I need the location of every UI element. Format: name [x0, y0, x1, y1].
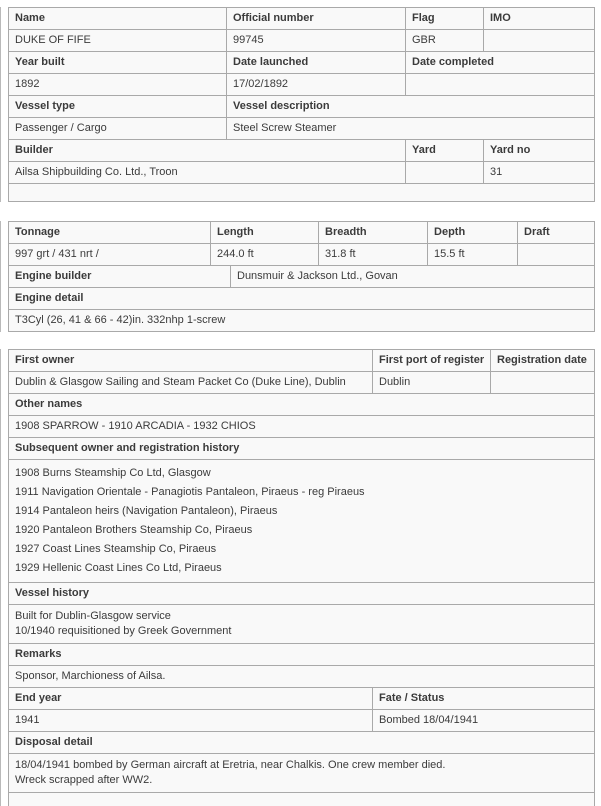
- imo-value: [484, 30, 595, 52]
- yard-label: Yard: [406, 140, 484, 162]
- flag-value: GBR: [406, 30, 484, 52]
- dimensions-block: [8, 221, 594, 332]
- breadth-value: 31.8 ft: [319, 244, 428, 266]
- table-row: [9, 460, 595, 583]
- length-label: Length: [211, 222, 319, 244]
- table-row: [9, 732, 595, 754]
- empty-cell: [9, 793, 595, 806]
- table-row: [9, 162, 595, 184]
- first-owner-value: Dublin & Glasgow Sailing and Steam Packet Co (Duke Line), Dublin: [9, 372, 373, 394]
- table-row: [9, 416, 595, 438]
- table-row: [9, 394, 595, 416]
- date-completed-value: [406, 74, 595, 96]
- vessel-description-value: Steel Screw Steamer: [227, 118, 595, 140]
- first-owner-label: First owner: [9, 350, 373, 372]
- table-row: [9, 52, 595, 74]
- vessel-history-label: Vessel history: [9, 583, 595, 605]
- table-row: [9, 266, 595, 288]
- remarks-value: Sponsor, Marchioness of Ailsa.: [9, 666, 595, 688]
- ownership-history-table: [8, 349, 595, 806]
- table-row: [9, 583, 595, 605]
- engine-detail-value: T3Cyl (26, 41 & 66 - 42)in. 332nhp 1-screw: [9, 310, 595, 332]
- fate-status-label: Fate / Status: [373, 688, 595, 710]
- history-line: 1908 Burns Steamship Co Ltd, Glasgow: [15, 467, 211, 479]
- disposal-line: 18/04/1941 bombed by German aircraft at Eretria, near Chalkis. One crew member died.: [15, 759, 446, 771]
- identity-block: [8, 7, 594, 202]
- date-launched-value: 17/02/1892: [227, 74, 406, 96]
- ownership-history-block: [8, 349, 594, 806]
- depth-label: Depth: [428, 222, 518, 244]
- table-row: [9, 310, 595, 332]
- table-row: [9, 350, 595, 372]
- table-row: [9, 140, 595, 162]
- history-line: 1920 Pantaleon Brothers Steamship Co, Piraeus: [15, 524, 253, 536]
- disposal-detail-label: Disposal detail: [9, 732, 595, 754]
- vessel-type-value: Passenger / Cargo: [9, 118, 227, 140]
- vessel-description-label: Vessel description: [227, 96, 595, 118]
- table-row: [9, 74, 595, 96]
- yard-no-value: 31: [484, 162, 595, 184]
- history-line: 1911 Navigation Orientale - Panagiotis Pantaleon, Piraeus - reg Piraeus: [15, 486, 365, 498]
- history-line: 1929 Hellenic Coast Lines Co Ltd, Piraeus: [15, 562, 222, 574]
- registration-date-value: [491, 372, 595, 394]
- yard-no-label: Yard no: [484, 140, 595, 162]
- engine-builder-label: Engine builder: [9, 266, 231, 288]
- subsequent-history-label: Subsequent owner and registration history: [9, 438, 595, 460]
- official-number-label: Official number: [227, 8, 406, 30]
- vessel-type-label: Vessel type: [9, 96, 227, 118]
- empty-cell: [9, 184, 595, 202]
- date-completed-label: Date completed: [406, 52, 595, 74]
- end-year-value: 1941: [9, 710, 373, 732]
- table-row: [9, 666, 595, 688]
- disposal-detail-value: [9, 754, 595, 793]
- end-year-label: End year: [9, 688, 373, 710]
- draft-value: [518, 244, 595, 266]
- engine-detail-label: Engine detail: [9, 288, 595, 310]
- table-row: [9, 30, 595, 52]
- name-label: Name: [9, 8, 227, 30]
- table-row: [9, 222, 595, 244]
- history-line: 1927 Coast Lines Steamship Co, Piraeus: [15, 543, 217, 555]
- builder-label: Builder: [9, 140, 406, 162]
- vessel-history-line: 10/1940 requisitioned by Greek Government: [15, 625, 232, 637]
- disposal-line: Wreck scrapped after WW2.: [15, 774, 153, 786]
- name-value: DUKE OF FIFE: [9, 30, 227, 52]
- remarks-label: Remarks: [9, 644, 595, 666]
- date-launched-label: Date launched: [227, 52, 406, 74]
- official-number-value: 99745: [227, 30, 406, 52]
- engine-builder-value: Dunsmuir & Jackson Ltd., Govan: [231, 266, 595, 288]
- table-row: [9, 288, 595, 310]
- table-row: [9, 438, 595, 460]
- empty-row: [9, 793, 595, 806]
- table-row: [9, 244, 595, 266]
- imo-label: IMO: [484, 8, 595, 30]
- tonnage-value: 997 grt / 431 nrt /: [9, 244, 211, 266]
- table-row: [9, 8, 595, 30]
- first-port-value: Dublin: [373, 372, 491, 394]
- table-row: [9, 754, 595, 793]
- first-port-label: First port of register: [373, 350, 491, 372]
- vessel-history-line: Built for Dublin-Glasgow service: [15, 610, 171, 622]
- identity-table: [8, 7, 595, 202]
- history-line: 1914 Pantaleon heirs (Navigation Pantaleon), Piraeus: [15, 505, 278, 517]
- tonnage-label: Tonnage: [9, 222, 211, 244]
- draft-label: Draft: [518, 222, 595, 244]
- table-row: [9, 96, 595, 118]
- registration-date-label: Registration date: [491, 350, 595, 372]
- breadth-label: Breadth: [319, 222, 428, 244]
- table-row: [9, 605, 595, 644]
- fate-status-value: Bombed 18/04/1941: [373, 710, 595, 732]
- year-built-label: Year built: [9, 52, 227, 74]
- yard-value: [406, 162, 484, 184]
- table-row: [9, 118, 595, 140]
- vessel-history-value: [9, 605, 595, 644]
- table-row: [9, 688, 595, 710]
- table-row: [9, 644, 595, 666]
- builder-value: Ailsa Shipbuilding Co. Ltd., Troon: [9, 162, 406, 184]
- other-names-label: Other names: [9, 394, 595, 416]
- other-names-value: 1908 SPARROW - 1910 ARCADIA - 1932 CHIOS: [9, 416, 595, 438]
- table-row: [9, 372, 595, 394]
- length-value: 244.0 ft: [211, 244, 319, 266]
- table-row: [9, 710, 595, 732]
- flag-label: Flag: [406, 8, 484, 30]
- empty-row: [9, 184, 595, 202]
- dimensions-table: [8, 221, 595, 332]
- depth-value: 15.5 ft: [428, 244, 518, 266]
- year-built-value: 1892: [9, 74, 227, 96]
- subsequent-history-value: [9, 460, 595, 583]
